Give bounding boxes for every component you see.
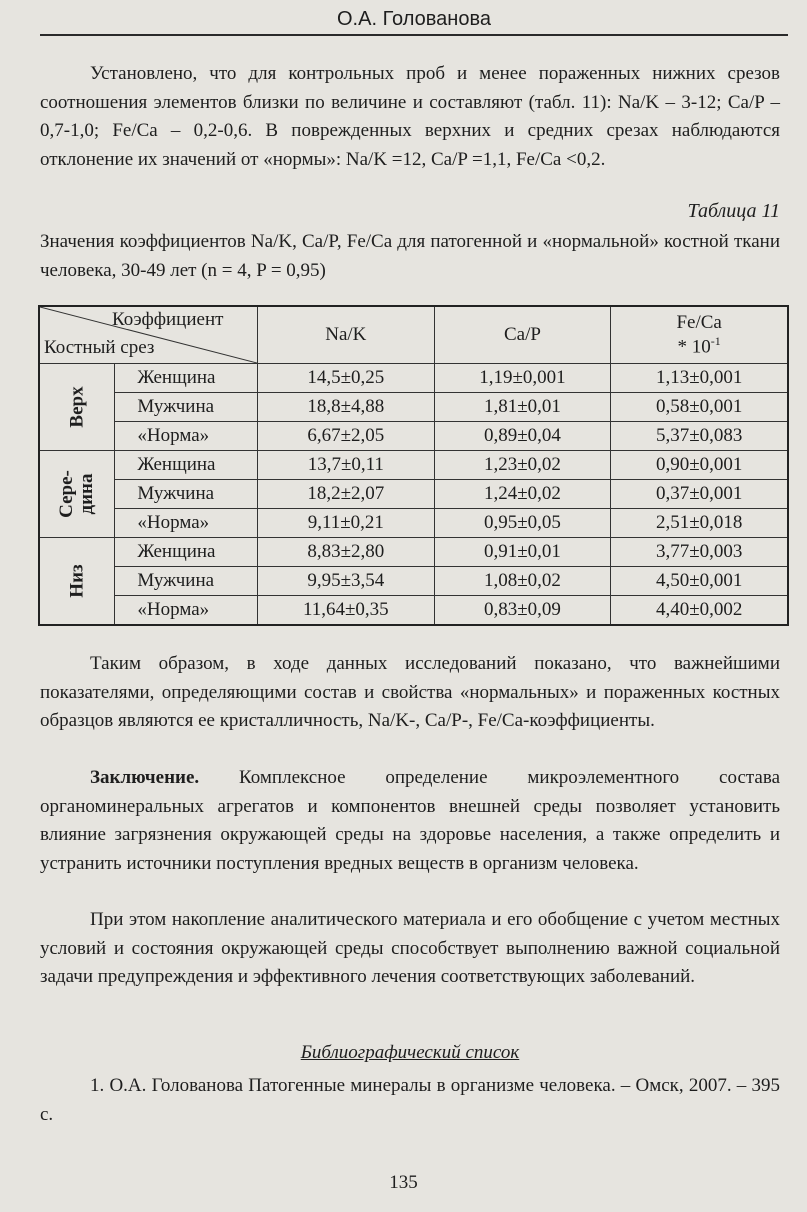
paragraph-conclusion-text: Комплексное определение микроэлементного состава органоминеральных агрегатов и компонентов внешней среды позволяет установить влияние загрязнения окружающей среды на здоровье населения, а также определить и устранить источники поступления вредных веществ в организм человека. xyxy=(40,767,780,874)
cell-na-k: 18,8±4,88 xyxy=(258,393,435,422)
paragraph-summary-text: Таким образом, в ходе данных исследований показано, что важнейшими показателями, определяющими состав и свойства «нормальных» и пораженных костных образцов являются ее кристалличность, Na/K-, Ca/P-, Fe/Ca-коэффициенты. xyxy=(40,653,780,731)
col-header-fe-ca-line1: Fe/Ca xyxy=(676,311,722,333)
col-header-na-k: Na/K xyxy=(258,306,435,364)
table-label: Таблица 11 xyxy=(687,200,780,222)
table-corner-cell xyxy=(39,306,258,364)
corner-top-label: Коэффициент xyxy=(112,309,224,330)
col-header-fe-ca xyxy=(611,306,788,364)
cell-ca-p: 1,23±0,02 xyxy=(434,451,611,480)
cell-ca-p: 0,91±0,01 xyxy=(434,538,611,567)
table-row xyxy=(39,364,788,393)
row-label: «Норма» xyxy=(115,596,258,626)
col-header-fe-ca-line2: * $10^{-1}$ xyxy=(677,333,721,358)
bibliography-title: Библиографический список xyxy=(300,1042,520,1063)
conclusion-heading: Заключение. xyxy=(90,767,200,788)
paragraph-results-text: Установлено, что для контрольных проб и менее пораженных нижних срезов соотношения элементов близки по величине и составляют (табл. 11): Na/K – 3-12; Ca/P – 0,7-1,0; Fe/Ca – 0,2-0,6. В поврежденных верхних и средних срезах наблюдаются отклонение их значений от «нормы»: Na/K =12, Ca/P =1,1, Fe/Ca <0,2. xyxy=(40,63,780,170)
group-label-middle: Сере- дина xyxy=(56,469,98,518)
group-cell-bottom xyxy=(39,538,115,626)
table-caption-text: Значения коэффициентов Na/K, Ca/P, Fe/Ca для патогенной и «нормальной» костной ткани человека, 30-49 лет (n = 4, P = 0,95) xyxy=(40,231,780,281)
cell-fe-ca: 2,51±0,018 xyxy=(611,509,788,538)
cell-ca-p: 0,83±0,09 xyxy=(434,596,611,626)
paragraph-conclusion xyxy=(40,764,780,878)
paragraph-results xyxy=(40,60,780,174)
cell-na-k: 8,83±2,80 xyxy=(258,538,435,567)
row-label: «Норма» xyxy=(115,509,258,538)
cell-na-k: 18,2±2,07 xyxy=(258,480,435,509)
bibliography-item-text: 1. О.А. Голованова Патогенные минералы в организме человека. – Омск, 2007. – 395 с. xyxy=(40,1075,780,1125)
paragraph-final xyxy=(40,906,780,992)
cell-ca-p: 0,89±0,04 xyxy=(434,422,611,451)
paragraph-summary xyxy=(40,650,780,736)
cell-fe-ca: 0,37±0,001 xyxy=(611,480,788,509)
cell-fe-ca: 5,37±0,083 xyxy=(611,422,788,451)
cell-na-k: 14,5±0,25 xyxy=(258,364,435,393)
page-number: 135 xyxy=(389,1172,418,1193)
cell-na-k: 11,64±0,35 xyxy=(258,596,435,626)
cell-ca-p: 1,24±0,02 xyxy=(434,480,611,509)
cell-na-k: 9,95±3,54 xyxy=(258,567,435,596)
table-row xyxy=(39,567,788,596)
paragraph-final-text: При этом накопление аналитического материала и его обобщение с учетом местных условий и состояния окружающей среды способствует выполнению важной социальной задачи предупреждения и эффективного лечения соответствующих заболеваний. xyxy=(40,909,780,987)
cell-fe-ca: 1,13±0,001 xyxy=(611,364,788,393)
cell-na-k: 9,11±0,21 xyxy=(258,509,435,538)
row-label: Женщина xyxy=(115,451,258,480)
cell-fe-ca: 4,50±0,001 xyxy=(611,567,788,596)
table-row xyxy=(39,393,788,422)
group-cell-top xyxy=(39,364,115,451)
running-header: О.А. Голованова xyxy=(40,8,788,36)
cell-na-k: 6,67±2,05 xyxy=(258,422,435,451)
col-header-ca-p: Ca/P xyxy=(434,306,611,364)
table-header-row xyxy=(39,306,788,364)
cell-ca-p: 0,95±0,05 xyxy=(434,509,611,538)
table-row xyxy=(39,422,788,451)
cell-ca-p: 1,08±0,02 xyxy=(434,567,611,596)
table-row xyxy=(39,480,788,509)
group-cell-middle xyxy=(39,451,115,538)
group-label-top: Верх xyxy=(66,386,88,428)
cell-na-k: 13,7±0,11 xyxy=(258,451,435,480)
row-label: Мужчина xyxy=(115,567,258,596)
coefficients-table xyxy=(38,305,789,626)
row-label: Женщина xyxy=(115,538,258,567)
row-label: Мужчина xyxy=(115,480,258,509)
cell-fe-ca: 0,58±0,001 xyxy=(611,393,788,422)
cell-fe-ca: 3,77±0,003 xyxy=(611,538,788,567)
row-label: «Норма» xyxy=(115,422,258,451)
row-label: Мужчина xyxy=(115,393,258,422)
table-row xyxy=(39,509,788,538)
cell-ca-p: 1,19±0,001 xyxy=(434,364,611,393)
table-caption xyxy=(40,228,780,285)
table-row xyxy=(39,596,788,626)
cell-fe-ca: 4,40±0,002 xyxy=(611,596,788,626)
bibliography-item xyxy=(40,1072,780,1129)
corner-bottom-label: Костный срез xyxy=(44,337,155,358)
cell-ca-p: 1,81±0,01 xyxy=(434,393,611,422)
table-row xyxy=(39,451,788,480)
cell-fe-ca: 0,90±0,001 xyxy=(611,451,788,480)
table-row xyxy=(39,538,788,567)
row-label: Женщина xyxy=(115,364,258,393)
group-label-bottom: Низ xyxy=(66,564,88,598)
